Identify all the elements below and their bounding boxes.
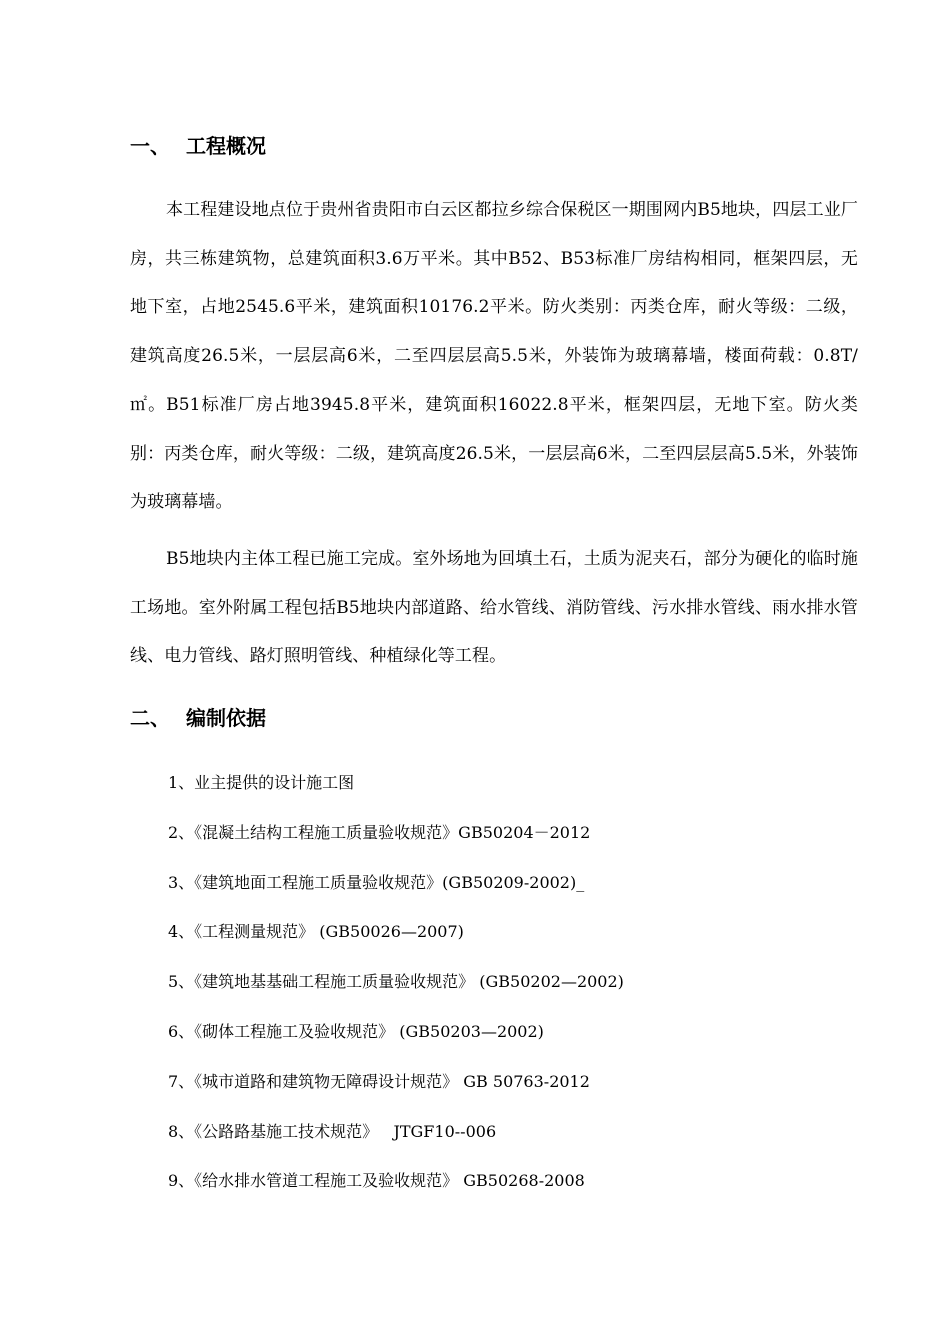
list-item: 2、《混凝土结构工程施工质量验收规范》GB50204－2012 — [168, 822, 591, 842]
basis-list — [168, 770, 624, 1218]
list-item: 9、《给水排水管道工程施工及验收规范》 GB50268-2008 — [168, 1171, 585, 1191]
section-heading-overview — [130, 133, 266, 159]
list-item: 7、《城市道路和建筑物无障碍设计规范》 GB 50763-2012 — [168, 1071, 590, 1091]
list-item: 5、《建筑地基基础工程施工质量验收规范》 (GB50202—2002) — [168, 972, 624, 992]
section-title: 工程概况 — [186, 134, 266, 158]
list-item: 1、业主提供的设计施工图 — [168, 773, 355, 792]
list-item: 4、《工程测量规范》 (GB50026—2007) — [168, 922, 464, 942]
section-title: 编制依据 — [186, 706, 266, 730]
list-item: 8、《公路路基施工技术规范》 JTGF10--006 — [168, 1121, 497, 1141]
paragraph-project-location: 本工程建设地点位于贵州省贵阳市白云区都拉乡综合保税区一期围网内B5地块，四层工业厂房，共三栋建筑物，总建筑面积3.6万平米。其中B52、B53标准厂房结构相同，框架四层，无地下室，占地2545.6平米，建筑面积10176.2平米。防火类别：丙类仓库，耐火等级：二级，建筑高度26.5米，一层层高6米，二至四层层高5.5米，外装饰为玻璃幕墙，楼面荷载：0.8T/㎡。B51标准厂房占地3945.8平米，建筑面积16022.8平米，框架四层，无地下室。防火类别：丙类仓库，耐火等级：二级，建筑高度26.5米，一层层高6米，二至四层层高5.5米，外装饰为玻璃幕墙。 — [130, 200, 858, 513]
section-number: 二、 — [130, 706, 170, 730]
section-number: 一、 — [130, 134, 170, 158]
list-item: 3、《建筑地面工程施工质量验收规范》(GB50209-2002)_ — [168, 872, 585, 892]
list-item: 6、《砌体工程施工及验收规范》 (GB50203—2002) — [168, 1021, 544, 1041]
section-heading-basis — [130, 705, 266, 731]
paragraph-site-status: B5地块内主体工程已施工完成。室外场地为回填土石，土质为泥夹石，部分为硬化的临时施工场地。室外附属工程包括B5地块内部道路、给水管线、消防管线、污水排水管线、雨水排水管线、电力管线、路灯照明管线、种植绿化等工程。 — [130, 549, 858, 667]
